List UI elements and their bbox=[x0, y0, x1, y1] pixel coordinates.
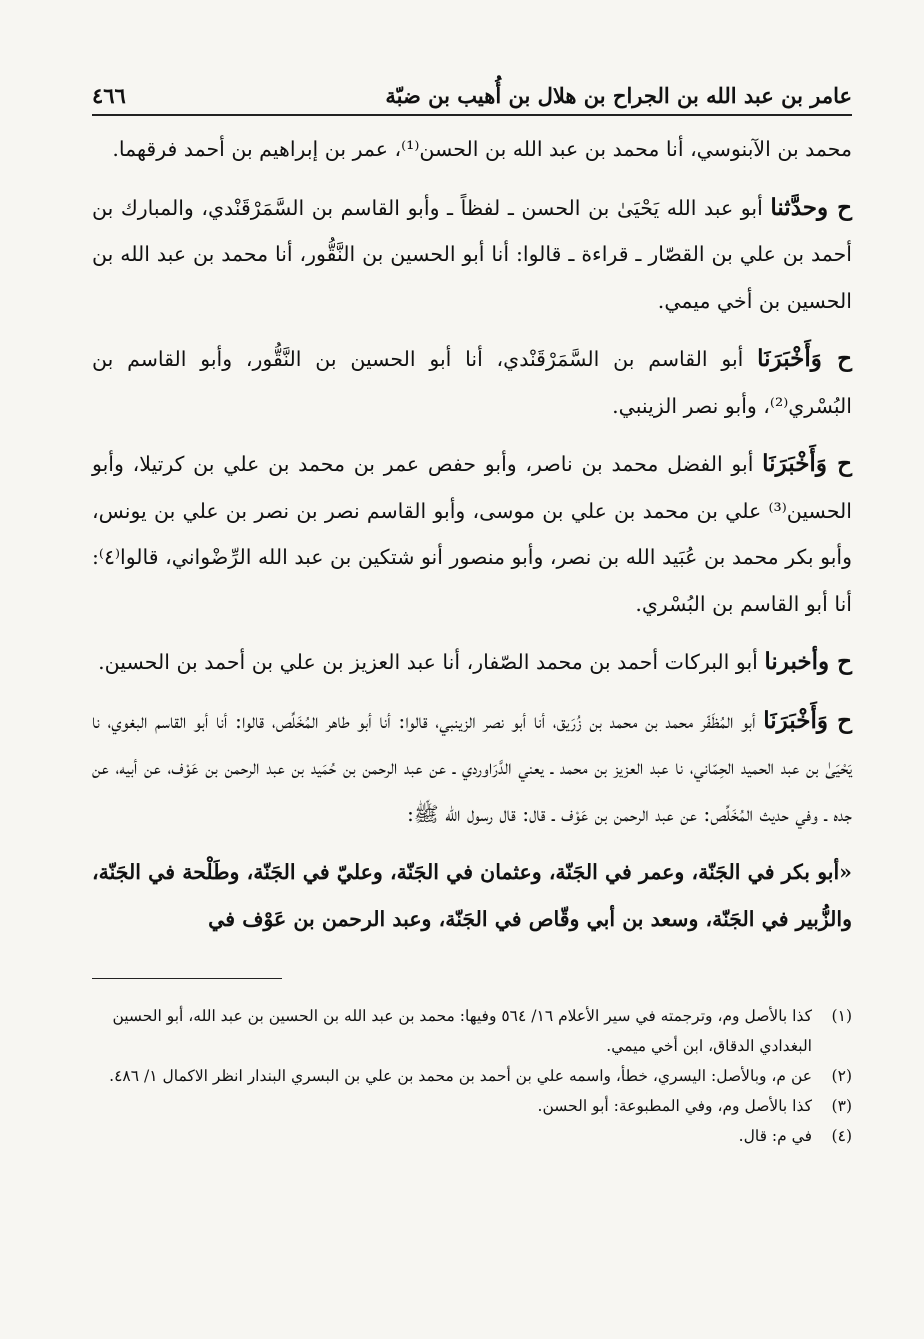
paragraph bbox=[92, 185, 852, 325]
paragraph bbox=[92, 441, 852, 627]
footnote bbox=[92, 1061, 852, 1091]
paragraph bbox=[92, 126, 852, 173]
paragraph-text: أبو المُظَفّر محمد بن محمد بن زُرَيق، أنا أبو نصر الزينبي، قالوا: أنا أبو طاهر المُخَلِّص، قالوا: أنا أبو القاسم البغوي، نا يَحْيَىٰ بن عبد الحميد الحِمّاني، نا عبد العزيز بن محمد ـ يعني الدَّرَاوردي ـ عن عبد الرحمن بن حُمَيد بن عبد الرحمن بن عَوْف، عن أبيه، عن جده ـ وفي حديث المُخَلِّص: عن عبد الرحمن بن عَوْف ـ قال: قال رسول الله ﷺ: bbox=[92, 708, 852, 826]
paragraph bbox=[92, 639, 852, 686]
footnote-number: (١) bbox=[831, 1007, 852, 1025]
page-number: ٤٦٦ bbox=[92, 83, 126, 108]
footnote-text: كذا بالأصل وم، وترجمته في سير الأعلام ١٦/ ٥٦٤ وفيها: محمد بن عبد الله بن الحسين بن عبد الله، أبو الحسين البغدادي الدقاق، ابن أخي ميمي. bbox=[112, 1007, 812, 1055]
running-title: عامر بن عبد الله بن الجراح بن هلال بن أُهيب بن ضبّة bbox=[385, 83, 852, 108]
chain-lead: ح وأخبرنا bbox=[764, 648, 852, 675]
footnote-text: كذا بالأصل وم، وفي المطبوعة: أبو الحسن. bbox=[537, 1097, 812, 1115]
chain-lead: ح وَأَخْبَرَنَا bbox=[762, 450, 853, 477]
footnote-text: في م: قال. bbox=[738, 1127, 812, 1145]
page-header bbox=[92, 68, 852, 116]
footnote-number: (٣) bbox=[831, 1097, 852, 1115]
footnote-number: (٢) bbox=[831, 1067, 852, 1085]
footnote-separator bbox=[92, 978, 282, 979]
footnote bbox=[92, 1001, 852, 1061]
chain-lead: ح وحدَّثنا bbox=[770, 193, 852, 221]
footnote-number: (٤) bbox=[831, 1127, 852, 1145]
paragraph-text: محمد بن الآبنوسي، أنا محمد بن عبد الله بن الحسن⁽¹⁾، عمر بن إبراهيم بن أحمد فرقهما. bbox=[112, 137, 852, 161]
paragraph-text: أبو الفضل محمد بن ناصر، وأبو حفص عمر بن محمد بن علي بن كرتيلا، وأبو الحسين⁽³⁾ علي بن محمد بن علي بن موسى، وأبو القاسم نصر بن نصر بن علي بن يونس، وأبو بكر محمد بن عُبَيد الله بن نصر، وأبو منصور أنو شتكين بن عبد الله الرِّضْواني، قالوا⁽٤⁾: أنا أبو القاسم بن البُسْري. bbox=[92, 452, 852, 616]
footnote-text: عن م، وبالأصل: اليسري، خطأ، واسمه علي بن أحمد بن محمد بن علي بن البسري البندار انظر الاكمال ١/ ٤٨٦. bbox=[109, 1067, 812, 1085]
hadith-quote bbox=[92, 849, 852, 942]
footnote bbox=[92, 1091, 852, 1121]
paragraph bbox=[92, 336, 852, 429]
paragraph-text: «أبو بكر في الجَنّة، وعمر في الجَنّة، وعثمان في الجَنّة، وعليّ في الجَنّة، وطَلْحة في الجَنّة، والزُّبير في الجَنّة، وسعد بن أبي وقّاص في الجَنّة، وعبد الرحمن بن عَوْف في bbox=[92, 860, 852, 931]
paragraph-text: أبو البركات أحمد بن محمد الصّفار، أنا عبد العزيز بن علي بن أحمد بن الحسين. bbox=[98, 650, 765, 674]
paragraph-text: أبو القاسم بن السَّمَرْقَنْدي، أنا أبو الحسين بن النَّقُّور، وأبو القاسم بن البُسْري⁽²⁾، وأبو نصر الزينبي. bbox=[92, 347, 852, 418]
main-text bbox=[92, 126, 852, 942]
paragraph bbox=[92, 698, 852, 838]
paragraph-text: أبو عبد الله يَحْيَىٰ بن الحسن ـ لفظاً ـ وأبو القاسم بن السَّمَرْقَنْدي، والمبارك بن أحمد بن علي بن القصّار ـ قراءة ـ قالوا: أنا أبو الحسين بن النَّقُّور، أنا محمد بن عبد الله بن الحسين بن أخي ميمي. bbox=[92, 195, 852, 313]
footnote bbox=[92, 1121, 852, 1151]
chain-lead: ح وَأَخْبَرَنَا bbox=[757, 345, 852, 372]
chain-lead: ح وَأَخْبَرَنَا bbox=[763, 706, 852, 734]
footnotes bbox=[92, 1001, 852, 1151]
